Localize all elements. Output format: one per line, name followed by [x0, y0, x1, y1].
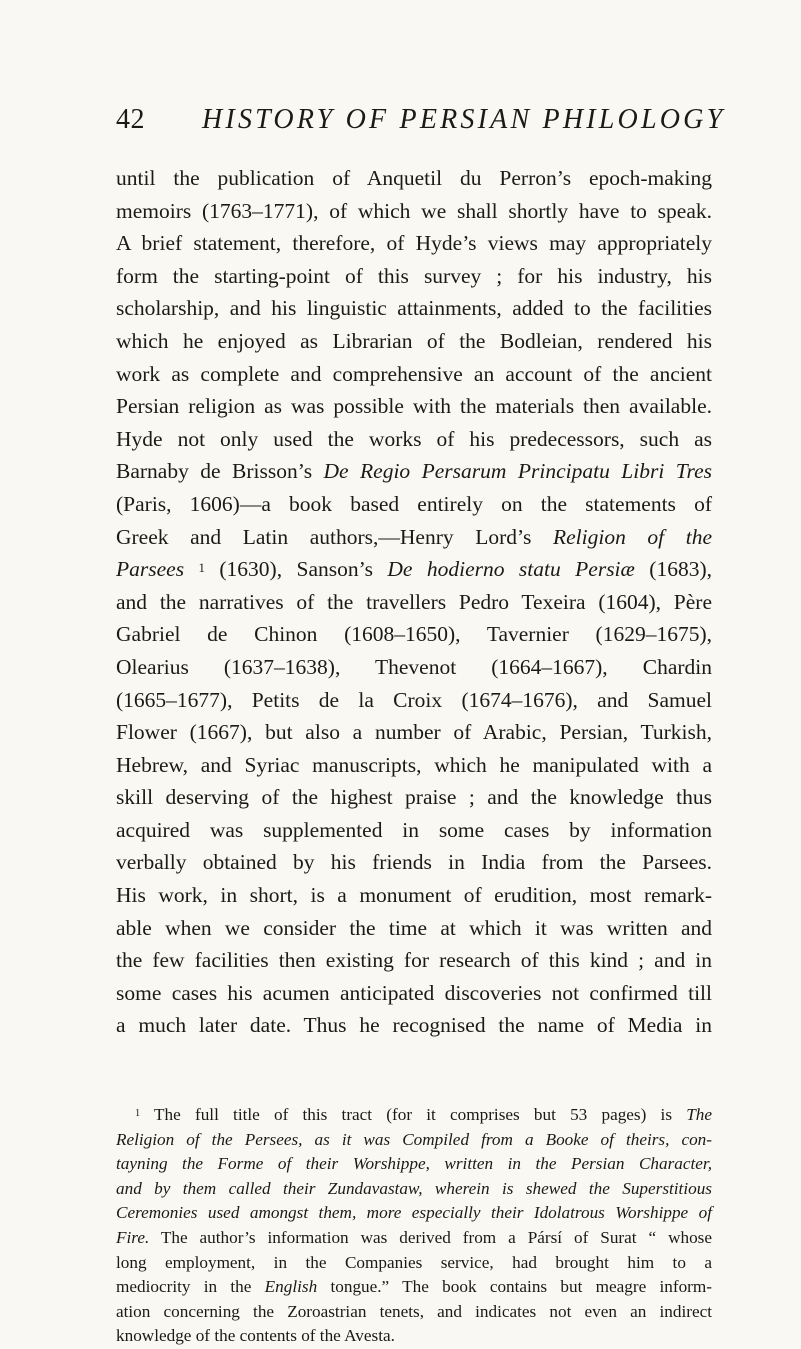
text-line: Flower (1667), but also a number of Arabic, Persian, Turkish, [116, 720, 712, 745]
footnote-line: knowledge of the contents of the Avesta. [116, 1326, 395, 1346]
text-line: (1665–1677), Petits de la Croix (1674–1676), and Samuel [116, 687, 712, 712]
footnote-line: $^1$ The full title of this tract (for it comprises but 53 pages) is The [135, 1105, 712, 1124]
text-line: Barnaby de Brisson’s De Regio Persarum Principatu Libri Tres [116, 459, 712, 484]
running-head: HISTORY OF PERSIAN PHILOLOGY [202, 104, 726, 135]
footnote-line: mediocrity in the English tongue.” The book contains but meagre inform- [116, 1277, 712, 1297]
main-text [116, 162, 712, 1042]
text-line: some cases his acumen anticipated discoveries not confirmed till [116, 980, 712, 1005]
text-line: scholarship, and his linguistic attainments, added to the facilities [116, 296, 712, 321]
text-line: (Paris, 1606)—a book based entirely on the statements of [116, 491, 712, 516]
text-line: His work, in short, is a monument of erudition, most remark- [116, 883, 712, 908]
footnotes [116, 1103, 712, 1349]
footnote-line: Ceremonies used amongst them, more especially their Idolatrous Worshippe of [116, 1203, 712, 1223]
text-line: form the starting-point of this survey ; for his industry, his [116, 263, 712, 288]
page-header [116, 100, 726, 140]
text-line: memoirs (1763–1771), of which we shall shortly have to speak. [116, 198, 712, 223]
footnote-line: ation concerning the Zoroastrian tenets, and indicates not even an indirect [116, 1301, 712, 1321]
text-line: Olearius (1637–1638), Thevenot (1664–1667), Chardin [116, 654, 712, 679]
text-line: a much later date. Thus he recognised the name of Media in [116, 1013, 712, 1038]
footnote-line: long employment, in the Companies service, had brought him to a [116, 1252, 712, 1272]
text-line: Persian religion as was possible with the materials then available. [116, 394, 712, 419]
text-line: work as complete and comprehensive an account of the ancient [116, 361, 712, 386]
text-line: which he enjoyed as Librarian of the Bodleian, rendered his [116, 328, 712, 353]
footnote-line: Fire. The author’s information was derived from a Pársí of Surat “ whose [116, 1227, 712, 1247]
text-line: Parsees $^1$ (1630), Sanson’s De hodierno statu Persiæ (1683), [116, 557, 712, 582]
text-line: the few facilities then existing for research of this kind ; and in [116, 948, 712, 973]
text-line: Gabriel de Chinon (1608–1650), Tavernier (1629–1675), [116, 622, 712, 647]
text-line: acquired was supplemented in some cases by information [116, 817, 712, 842]
page-number: 42 [116, 104, 145, 135]
text-line: and the narratives of the travellers Pedro Texeira (1604), Père [116, 589, 712, 614]
text-line: verbally obtained by his friends in India from the Parsees. [116, 850, 712, 875]
text-line: Hyde not only used the works of his predecessors, such as [116, 426, 712, 451]
text-line: skill deserving of the highest praise ; and the knowledge thus [116, 785, 712, 810]
text-line: until the publication of Anquetil du Perron’s epoch-making [116, 166, 712, 190]
text-line: Hebrew, and Syriac manuscripts, which he manipulated with a [116, 752, 712, 777]
footnote-line: tayning the Forme of their Worshippe, written in the Persian Character, [116, 1154, 712, 1174]
footnote-line: and by them called their Zundavastaw, wherein is shewed the Superstitious [116, 1178, 712, 1198]
text-line: able when we consider the time at which it was written and [116, 915, 712, 940]
footnote-line: Religion of the Persees, as it was Compiled from a Booke of theirs, con- [116, 1129, 712, 1149]
text-line: A brief statement, therefore, of Hyde’s views may appropriately [116, 231, 712, 256]
text-line: Greek and Latin authors,—Henry Lord’s Religion of the [116, 524, 713, 549]
